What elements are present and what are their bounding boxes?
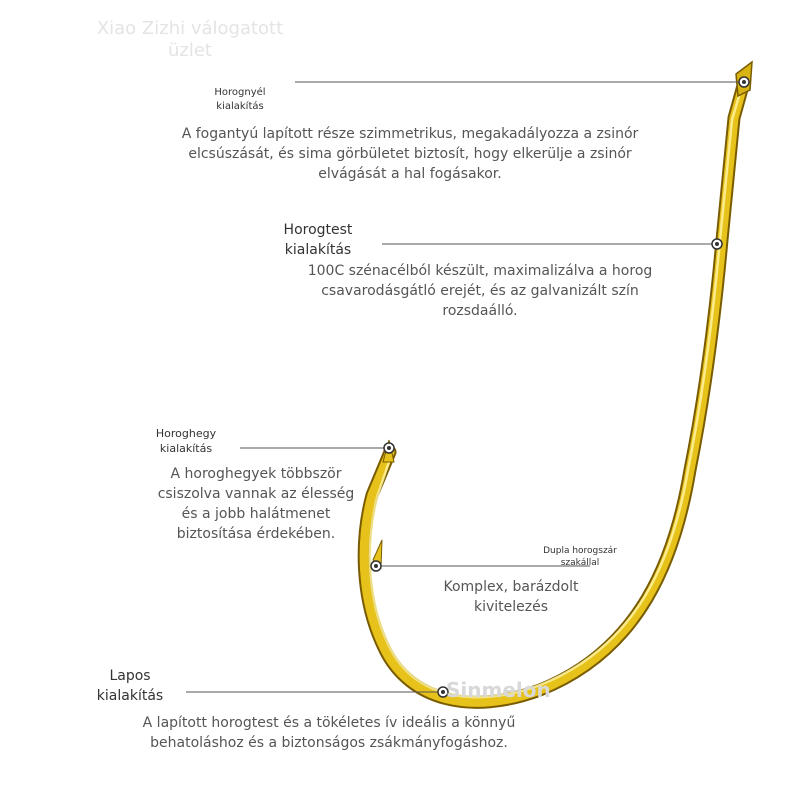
barb-label-line1: Dupla horogszár [543,546,617,556]
marker-shank-dot [742,80,746,84]
flat-description [104,713,554,753]
point-label [136,426,236,456]
body-description [270,261,690,321]
barb-description-line1: Komplex, barázdolt [443,579,579,595]
body-label-line1: Horogtest [283,222,353,238]
shank-description-line2: elcsúszását, és sima görbületet biztosít, hogy elkerülje a zsinór [188,146,632,162]
point-description-line1: A horoghegyek többször [170,466,342,482]
point-description-line4: biztosítása érdekében. [176,526,336,542]
flat-label-line2: kialakítás [96,688,164,704]
brand-watermark: Sinmelon [446,678,551,702]
body-label [268,220,368,260]
body-description-line3: rozsdaálló. [442,303,518,319]
body-description-line1: 100C szénacélból készült, maximalizálva a horog [307,263,653,279]
body-description-line2: csavarodásgátló erejét, és az galvanizált szín [321,283,639,299]
shank-description-line1: A fogantyú lapított része szimmetrikus, megakadályozza a zsinór [181,126,639,142]
barb-description-line2: kivitelezés [473,599,549,615]
shop-watermark-line2: üzlet [168,40,212,61]
point-label-line1: Horoghegy [155,427,217,440]
flat-description-line2: behatoláshoz és a biztonságos zsákmányfogáshoz. [150,735,508,751]
shank-label-line1: Horognyél [214,87,266,98]
point-description-line3: és a jobb halátmenet [181,506,331,522]
flat-description-line1: A lapított horogtest és a tökéletes ív ideális a könnyű [142,715,516,731]
shank-description-line3: elvágását a hal fogásakor. [318,166,502,182]
flat-label [80,666,180,706]
barb-description [416,577,606,617]
barb-label-line2: szakállal [560,558,600,568]
shank-label-line2: kialakítás [216,101,264,112]
shank-label [200,86,280,114]
marker-point-dot [387,446,391,450]
shank-description [180,124,640,184]
flat-label-line1: Lapos [109,668,151,684]
barb-label [520,545,640,569]
point-description-line2: csiszolva vannak az élesség [157,486,355,502]
point-description [126,464,386,544]
shop-watermark-line1: Xiao Zizhi válogatott [96,18,284,39]
marker-flat-dot [441,690,445,694]
marker-body-dot [715,242,719,246]
marker-barb-dot [374,564,378,568]
body-label-line2: kialakítás [284,242,352,258]
point-label-line2: kialakítás [159,442,213,455]
